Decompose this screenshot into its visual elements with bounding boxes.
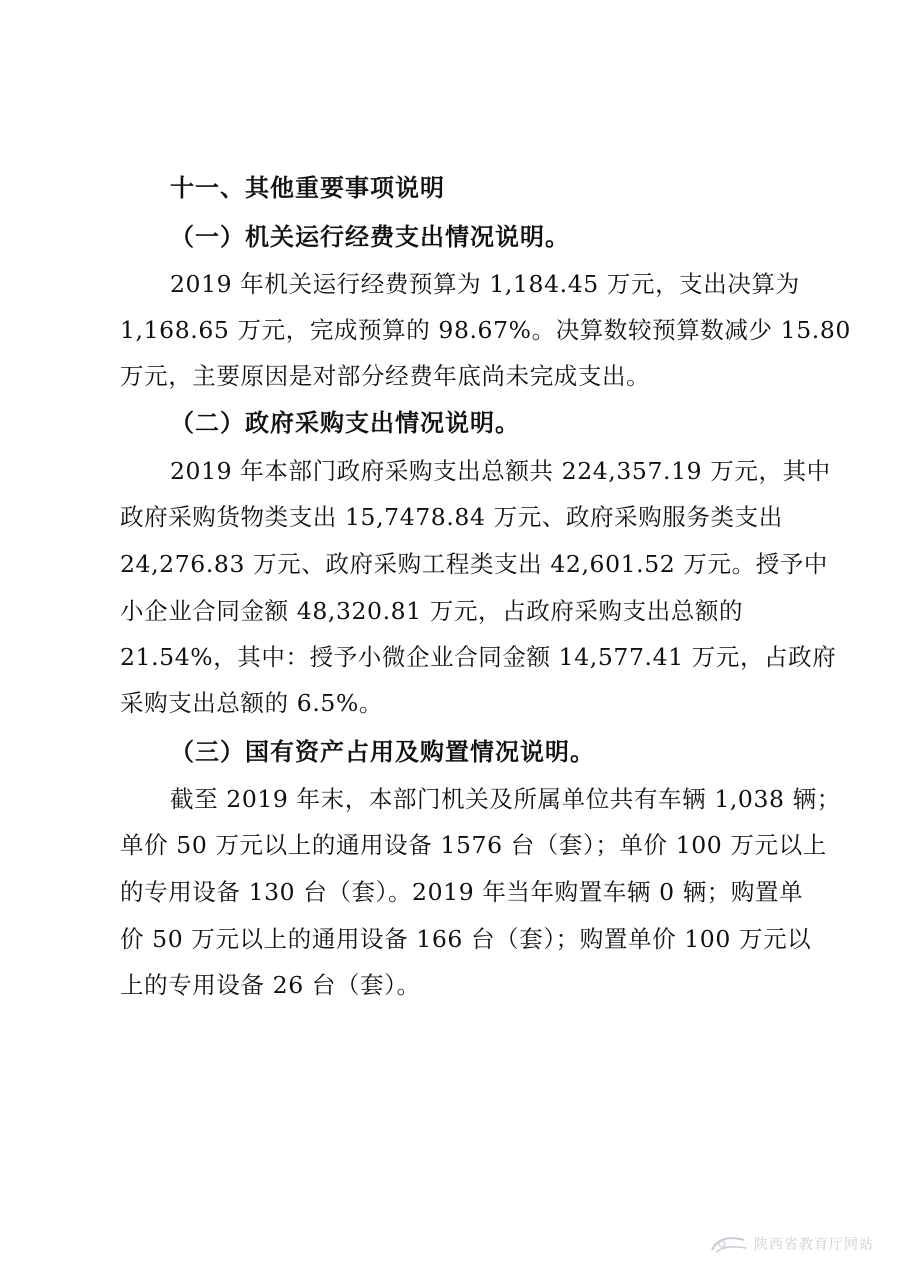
watermark: [708, 1232, 874, 1256]
subsection-title-procurement: （二）政府采购支出情况说明。: [170, 409, 520, 437]
paragraph-line: 小企业合同金额 48,320.81 万元，占政府采购支出总额的: [120, 597, 744, 625]
paragraph-line: 万元，主要原因是对部分经费年底尚未完成支出。: [120, 362, 651, 390]
paragraph-line: 价 50 万元以上的通用设备 166 台（套）；购置单价 100 万元以: [120, 925, 812, 953]
paragraph-line: 1,168.65 万元，完成预算的 98.67%。决算数较预算数减少 15.80: [120, 316, 851, 344]
subsection-title-operating-expenses: （一）机关运行经费支出情况说明。: [170, 223, 570, 251]
paragraph-line: 24,276.83 万元、政府采购工程类支出 42,601.52 万元。授予中: [120, 550, 829, 578]
section-heading: 十一、其他重要事项说明: [170, 174, 445, 202]
paragraph-line: 21.54%，其中：授予小微企业合同金额 14,577.41 万元，占政府: [120, 643, 837, 671]
paragraph-line: 单价 50 万元以上的通用设备 1576 台（套）；单价 100 万元以上: [120, 831, 827, 859]
paragraph-line: 2019 年机关运行经费预算为 1,184.45 万元，支出决算为: [170, 270, 800, 298]
watermark-logo-icon: [708, 1232, 750, 1256]
paragraph-line: 截至 2019 年末，本部门机关及所属单位共有车辆 1,038 辆；: [170, 785, 841, 813]
paragraph-line: 采购支出总额的 6.5%。: [120, 689, 383, 717]
paragraph-line: 政府采购货物类支出 15,7478.84 万元、政府采购服务类支出: [120, 503, 783, 531]
watermark-text: 陕西省教育厅网站: [754, 1237, 874, 1253]
subsection-title-state-assets: （三）国有资产占用及购置情况说明。: [170, 738, 595, 766]
paragraph-line: 的专用设备 130 台（套）。2019 年当年购置车辆 0 辆；购置单: [120, 878, 804, 906]
paragraph-line: 2019 年本部门政府采购支出总额共 224,357.19 万元，其中: [170, 457, 831, 485]
paragraph-line: 上的专用设备 26 台（套）。: [120, 971, 421, 999]
